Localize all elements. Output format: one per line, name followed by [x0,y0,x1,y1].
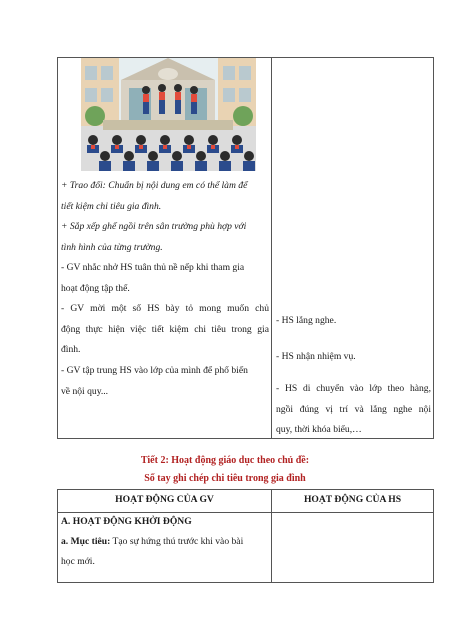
text-line: - GV tập trung HS vào lớp của mình để phổ biến [61,365,248,376]
text-line: hoạt động tập thể. [61,282,130,294]
paragraph-discuss [61,176,269,217]
activity-table-2 [57,489,434,583]
paragraph-remind-rules [61,258,269,299]
objective-text-line2: học mới. [61,556,95,567]
activity-table-1 [57,57,434,439]
student-receive-task [276,347,431,368]
section-heading-line2: Sổ tay ghi chép chi tiêu trong gia đình [144,473,306,484]
paragraph-gather-class [61,361,269,402]
text-line: + Sắp xếp ghế ngồi trên sân trường phù hợp với [61,221,247,232]
text-line: + Trao đổi: Chuẩn bị nội dung em có thể làm để [61,180,248,191]
text-line: - GV nhắc nhở HS tuân thủ nề nếp khi tham gia [61,262,245,273]
text-line: - HS lắng nghe. [276,315,337,326]
paragraph-arrange-seats [61,217,269,258]
objective-paragraph [61,532,269,572]
text-line: đình. [61,344,81,355]
text-line: - GV mời một số HS bày tỏ mong muốn chủ [61,303,269,314]
school-assembly-illustration-svg [81,58,256,171]
section-heading-line1: Tiết 2: Hoạt động giáo dục theo chủ đề: [140,455,310,466]
student-listen [276,311,431,332]
text-line: động thực hiện việc tiết kiệm chi tiêu trong gia [61,323,269,335]
objective-label: a. Mục tiêu: [61,536,111,547]
header-teacher-activity: HOẠT ĐỘNG CỦA GV [115,494,214,505]
text-line: tình hình của từng trường. [61,241,163,253]
header-divider [58,512,433,513]
objective-line [61,532,269,552]
section-title-warmup: A. HOẠT ĐỘNG KHỞI ĐỘNG [61,516,192,527]
student-move-to-class [276,379,431,441]
text-line: - HS nhận nhiệm vụ. [276,351,356,362]
text-line: về nội quy... [61,385,109,397]
paragraph-invite-students [61,299,269,361]
column-divider [271,58,272,438]
text-line: ngồi đúng vị trí và lắng nghe nội [276,403,431,415]
header-student-activity: HOẠT ĐỘNG CỦA HS [303,494,402,505]
school-assembly-illustration [81,58,256,171]
text-line: - HS di chuyển vào lớp theo hàng, [276,383,431,394]
text-line: tiết kiệm chi tiêu gia đình. [61,200,162,212]
text-line: quy, thời khóa biểu,… [276,424,362,435]
objective-text: Tạo sự hứng thú trước khi vào bài [110,536,244,547]
